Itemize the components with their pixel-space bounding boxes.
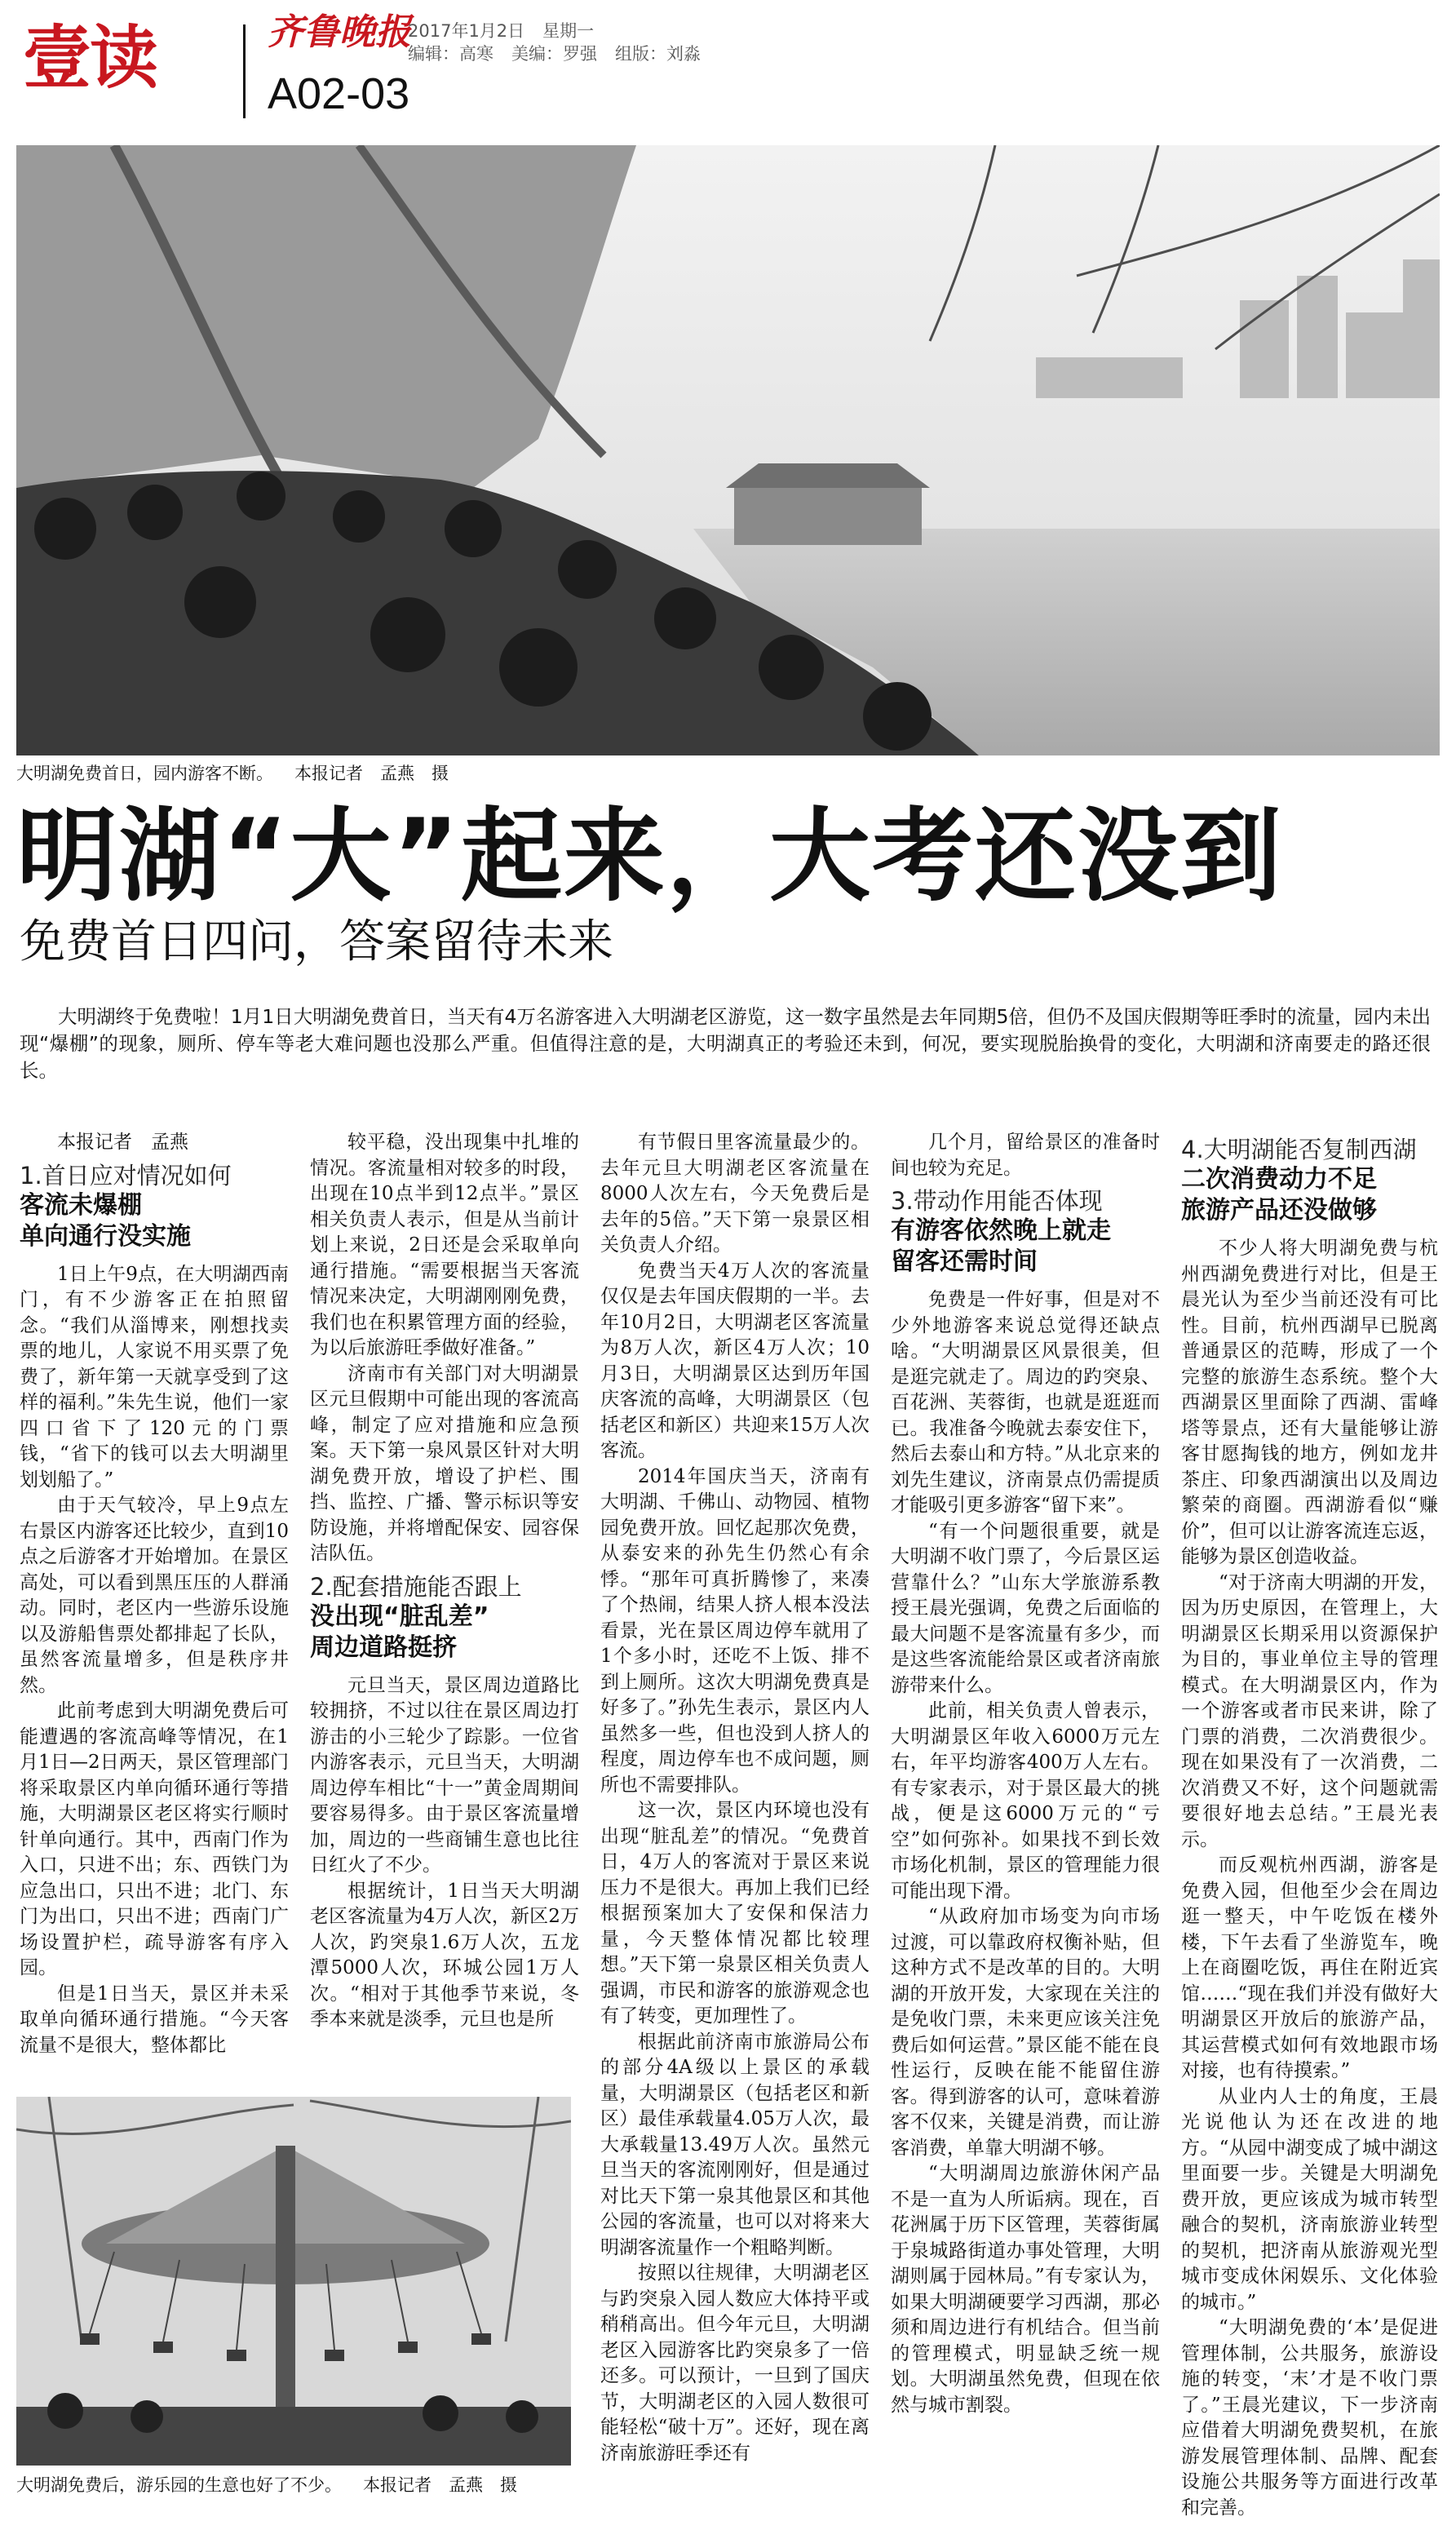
- editor: 编辑：高寒: [408, 44, 493, 64]
- section-3-title-line2: 留客还需时间: [891, 1247, 1038, 1276]
- section-1-heading: [20, 1161, 289, 1252]
- paragraph: 有节假日里客流量最少的。去年元旦大明湖老区客流量在8000人次左右，今天免费后是去年的5倍。”天下第一泉景区相关负责人介绍。: [600, 1132, 870, 1256]
- column-5: [1181, 1130, 1438, 2521]
- paragraph: “从政府加市场变为向市场过渡，可以靠政府权衡补贴，但这种方式不是改革的目的。大明湖的开放开发，大家现在关注的是免收门票，未来更应该关注免费后如何运营。”景区能不能在良性运行，反映在能不能留住游客。得到游客的认可，意味着游客不仅来，关键是消费，而让游客消费，单靠大明湖不够。: [891, 1906, 1160, 2159]
- section-3-title-line1: 有游客依然晚上就走: [891, 1216, 1111, 1245]
- section-title: 壹读: [23, 18, 157, 98]
- paragraph: “对于济南大明湖的开发，因为历史原因，在管理上，大明湖景区长期采用以资源保护为目的，事业单位主导的管理模式。在大明湖景区内，作为一个游客或者市民来讲，除了门票的消费，二次消费很少。现在如果没有了一次消费，二次消费又不好，这个问题就需要很好地去总结。”王晨光表示。: [1181, 1571, 1438, 1850]
- section-2-number: 2.配套措施能否跟上: [310, 1572, 522, 1601]
- lead-paragraph: 大明湖终于免费啦！1月1日大明湖免费首日，当天有4万名游客进入大明湖老区游览，这一数字虽然是去年同期5倍，但仍不及国庆假期等旺季时的流量，园内未出现“爆棚”的现象，厕所、停车等老大难问题也没那么严重。但值得注意的是，大明湖真正的考验还未到，何况，要实现脱胎换骨的变化，大明湖和济南要走的路还很长。: [20, 1005, 1431, 1082]
- bottom-photo-caption-text: 大明湖免费后，游乐园的生意也好了不少。: [16, 2475, 342, 2495]
- section-3-heading: [891, 1186, 1160, 1278]
- paragraph: 几个月，留给景区的准备时间也较为充足。: [891, 1132, 1160, 1179]
- top-photo: [16, 145, 1440, 755]
- masthead-divider: [243, 24, 246, 118]
- paragraph: “大明湖免费的‘本’是促进管理体制，公共服务，旅游设施的转变，‘末’才是不收门票了。”王晨光建议，下一步济南应借着大明湖免费契机，在旅游发展管理体制、品牌、配套设施公共服务等方面进行改革和完善。: [1181, 2317, 1438, 2519]
- bottom-photo-caption: [16, 2472, 538, 2497]
- bottom-photo-credit: 本报记者 孟燕 摄: [363, 2475, 517, 2495]
- paragraph: 而反观杭州西湖，游客是免费入园，但他至少会在周边逛一整天，中午吃饭在楼外楼，下午去看了坐游览车，晚上在商圈吃饭，再住在附近宾馆……“现在我们并没有做好大明湖景区开放后的旅游产品，其运营模式如何有效地跟市场对接，也有待摸索。”: [1181, 1854, 1438, 2081]
- paragraph: 不少人将大明湖免费与杭州西湖免费进行对比，但是王晨光认为至少当前还没有可比性。目前，杭州西湖早已脱离普通景区的范畴，形成了一个完整的旅游生态系统。整个大西湖景区里面除了西湖、雷峰塔等景点，还有大量能够让游客甘愿掏钱的地方，例如龙井茶庄、印象西湖演出以及周边繁荣的商圈。西湖游看似“赚价”，但可以让游客流连忘返，能够为景区创造收益。: [1181, 1238, 1438, 1567]
- paragraph: 但是1日当天，景区并未采取单向循环通行措施。“今天客流量不是很大，整体都比: [20, 1983, 289, 2056]
- column-3: [600, 1130, 870, 2466]
- paragraph: 按照以往规律，大明湖老区与趵突泉入园人数应大体持平或稍稍高出。但今年元旦，大明湖老区入园游客比趵突泉多了一倍还多。可以预计，一旦到了国庆节，大明湖老区的入园人数很可能轻松“破十万”。还好，现在离济南旅游旺季还有: [600, 2262, 870, 2464]
- column-2: [310, 1130, 579, 2033]
- section-2-title-line2: 周边道路挺挤: [310, 1633, 457, 1662]
- column-1: [20, 1130, 289, 2058]
- top-photo-credit: 本报记者 孟燕 摄: [294, 764, 449, 783]
- subheadline: 免费首日四问，答案留待未来: [20, 915, 613, 968]
- paragraph: 免费当天4万人次的客流量仅仅是去年国庆假期的一半。去年10月2日，大明湖老区客流量为8万人次，新区4万人次；10月3日，大明湖景区达到历年国庆客流的高峰，大明湖景区（包括老区和新区）共迎来15万人次客流。: [600, 1260, 870, 1461]
- section-2-title-line1: 没出现“脏乱差”: [310, 1602, 489, 1631]
- paragraph: 此前考虑到大明湖免费后可能遭遇的客流高峰等情况，在1月1日—2日两天，景区管理部门将采取景区内单向循环通行等措施，大明湖景区老区将实行顺时针单向通行。其中，西南门作为入口，只进不出；东、西铁门为应急出口，只出不进；北门、东门为出口，只出不进；西南门广场设置护栏，疏导游客有序入园。: [20, 1700, 289, 1978]
- art-editor: 美编：罗强: [511, 44, 597, 64]
- section-3-number: 3.带动作用能否体现: [891, 1187, 1103, 1215]
- headline: 明湖“大”起来，大考还没到: [16, 798, 1283, 915]
- staff-line: [408, 41, 719, 65]
- paragraph: 根据统计，1日当天大明湖老区客流量为4万人次，新区2万人次，趵突泉1.6万人次，五龙潭5000人次，环城公园1万人次。“相对于其他季节来说，冬季本来就是淡季，元旦也是所: [310, 1880, 579, 2030]
- section-4-title-line1: 二次消费动力不足: [1181, 1165, 1377, 1194]
- paragraph: 2014年国庆当天，济南有大明湖、千佛山、动物园、植物园免费开放。回忆起那次免费，从泰安来的孙先生仍然心有余悸。“那年可真折腾惨了，来凑了个热闹，结果人挤人根本没法看景，光在景区周边停车就用了1个多小时，还吃不上饭、排不到上厕所。这次大明湖免费真是好多了。”孙先生表示，景区内人虽然多一些，但也没到人挤人的程度，周边停车也不成问题，厕所也不需要排队。: [600, 1465, 870, 1796]
- paragraph: 免费是一件好事，但是对不少外地游客来说总觉得还缺点啥。“大明湖景区风景很美，但是逛完就走了。周边的趵突泉、百花洲、芙蓉街，也就是逛逛而已。我准备今晚就去泰安住下，然后去泰山和方特。”从北京来的刘先生建议，济南景点仍需提质才能吸引更多游客“留下来”。: [891, 1289, 1160, 1516]
- section-4-title-line2: 旅游产品还没做够: [1181, 1196, 1377, 1225]
- top-photo-caption-text: 大明湖免费首日，园内游客不断。: [16, 764, 273, 783]
- paragraph: 此前，相关负责人曾表示，大明湖景区年收入6000万元左右，年平均游客400万人左右。有专家表示，对于景区最大的挑战，便是这6000万元的“亏空”如何弥补。如果找不到长效市场化机制，景区的管理能力很可能出现下滑。: [891, 1700, 1160, 1902]
- paragraph: 1日上午9点，在大明湖西南门，有不少游客正在拍照留念。“我们从淄博来，刚想找卖票的地儿，人家说不用买票了免费了，新年第一天就享受到了这样的福利。”朱先生说，他们一家四口省下了120元的门票钱，“省下的钱可以去大明湖里划划船了。”: [20, 1263, 289, 1491]
- bottom-photo: [16, 2097, 571, 2466]
- section-1-title-line1: 客流未爆棚: [20, 1190, 142, 1220]
- masthead: [0, 0, 1456, 131]
- section-1-number: 1.首日应对情况如何: [20, 1161, 232, 1190]
- issue-weekday: 星期一: [542, 21, 595, 41]
- issue-date-line: [408, 18, 612, 42]
- column-4: [891, 1130, 1160, 2418]
- paragraph: “有一个问题很重要，就是大明湖不收门票了，今后景区运营靠什么？”山东大学旅游系教授王晨光强调，免费之后面临的最大问题不是客流量有多少，而是这些客流能给景区或者济南旅游带来什么。: [891, 1520, 1160, 1696]
- paragraph: “大明湖周边旅游休闲产品不是一直为人所诟病。现在，百花洲属于历下区管理，芙蓉街属于泉城路街道办事处管理，大明湖则属于园林局。”有专家认为，如果大明湖硬要学习西湖，那必须和周边进行有机结合。但当前的管理模式，明显缺乏统一规划。大明湖虽然免费，但现在依然与城市割裂。: [891, 2163, 1160, 2416]
- byline: 本报记者 孟燕: [57, 1132, 188, 1153]
- paragraph: 较平稳，没出现集中扎堆的情况。客流量相对较多的时段，出现在10点半到12点半。”景区相关负责人表示，但是从当前计划上来说，2日还是会采取单向通行措施。“需要根据当天客流情况来决定，大明湖刚刚免费，我们也在积累管理方面的经验，为以后旅游旺季做好准备。”: [310, 1132, 579, 1358]
- issue-date: 2017年1月2日: [408, 21, 525, 41]
- paper-logo: 齐鲁晚报: [268, 11, 411, 53]
- paragraph: 元旦当天，景区周边道路比较拥挤，不过以往在景区周边打游击的小三轮少了踪影。一位省内游客表示，元旦当天，大明湖周边停车相比“十一”黄金周期间要容易得多。由于景区客流量增加，周边的一些商铺生意也比往日红火了不少。: [310, 1674, 579, 1876]
- page-code: A02-03: [268, 69, 410, 118]
- section-4-heading: [1181, 1135, 1438, 1226]
- layout-editor: 组版：刘淼: [615, 44, 701, 64]
- paragraph: 根据此前济南市旅游局公布的部分4A级以上景区的承载量，大明湖景区（包括老区和新区）最佳承载量4.05万人次，最大承载量13.49万人次。虽然元旦当天的客流刚刚好，但是通过对比天下第一泉其他景区和其他公园的客流量，也可以对将来大明湖客流量作一个粗略判断。: [600, 2031, 870, 2258]
- section-4-number: 4.大明湖能否复制西湖: [1181, 1136, 1417, 1163]
- paragraph: 由于天气较冷，早上9点左右景区内游客还比较少，直到10点之后游客才开始增加。在景区高处，可以看到黑压压的人群涌动。同时，老区内一些游乐设施以及游船售票处都排起了长队，虽然客流量增多，但是秩序井然。: [20, 1495, 289, 1696]
- section-2-heading: [310, 1572, 579, 1664]
- paragraph: 从业内人士的角度，王晨光说他认为还在改进的地方。“从园中湖变成了城中湖这里面要一步。关键是大明湖免费开放，更应该成为城市转型融合的契机，济南旅游业转型的契机，把济南从旅游观光型城市变成休闲娱乐、文化体验的城市。”: [1181, 2085, 1438, 2313]
- paragraph: 这一次，景区内环境也没有出现“脏乱差”的情况。“免费首日，4万人的客流对于景区来说压力不是很大。再加上我们已经根据预案加大了安保和保洁力量，今天整体情况都比较理想。”天下第一泉景区相关负责人强调，市民和游客的旅游观念也有了转变，更加理性了。: [600, 1800, 870, 2027]
- paragraph: 济南市有关部门对大明湖景区元旦假期中可能出现的客流高峰，制定了应对措施和应急预案。天下第一泉风景区针对大明湖免费开放，增设了护栏、围挡、监控、广播、警示标识等安防设施，并将增配保安、园容保洁队伍。: [310, 1362, 579, 1564]
- top-photo-caption: [16, 760, 470, 785]
- section-1-title-line2: 单向通行没实施: [20, 1221, 191, 1251]
